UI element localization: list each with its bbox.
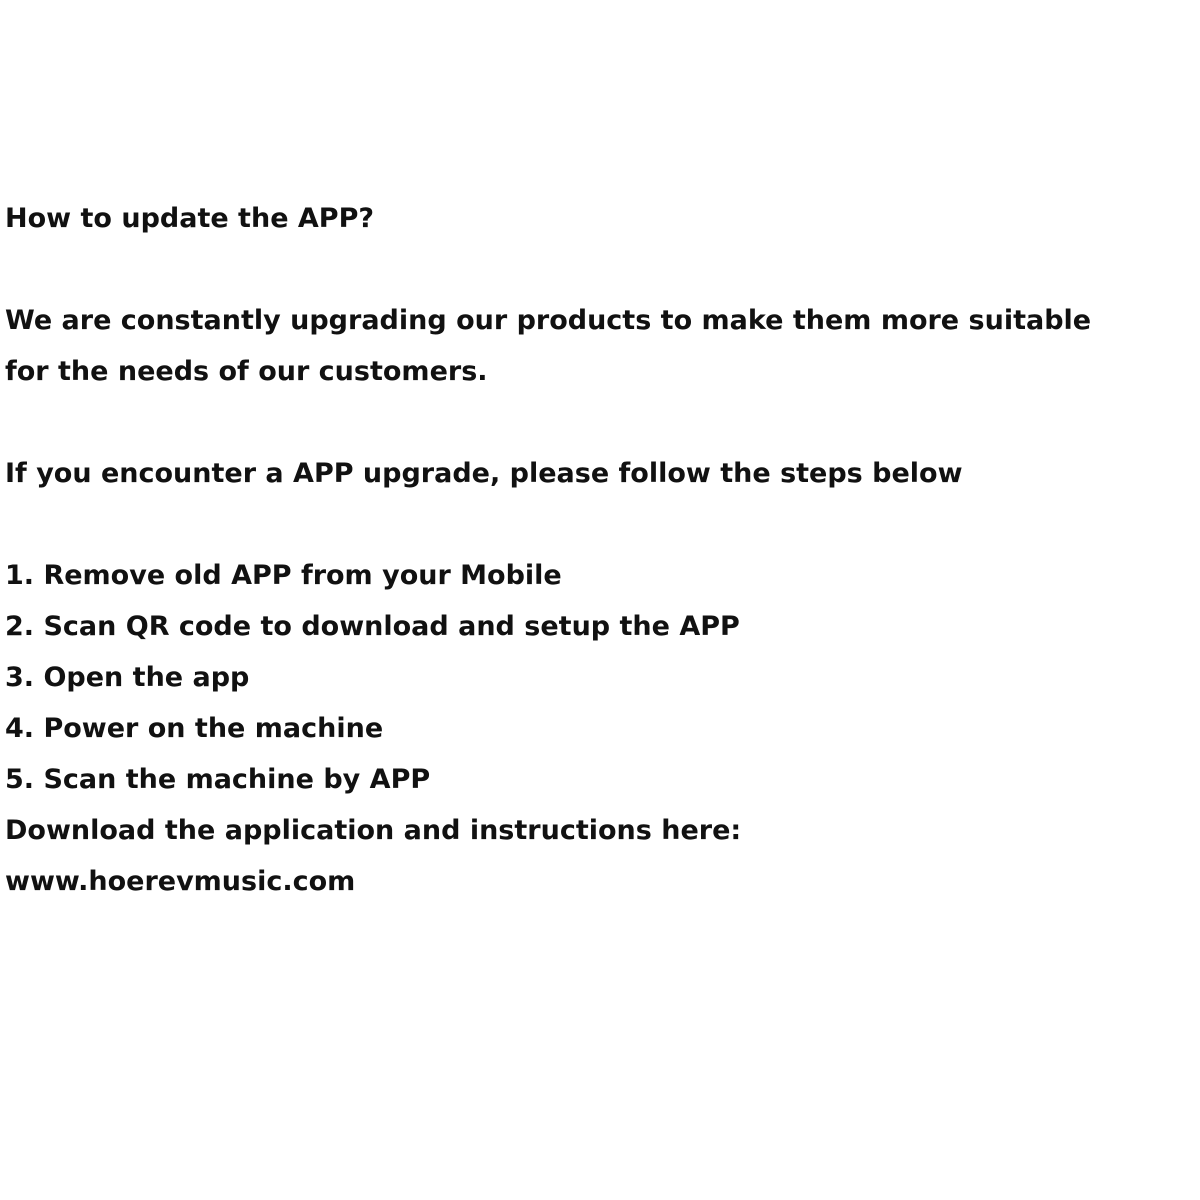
intro-line-2: for the needs of our customers.	[5, 356, 488, 387]
step-4: 4. Power on the machine	[5, 713, 384, 744]
instructions-document	[5, 193, 1185, 907]
spacer	[5, 244, 1185, 295]
website-url: www.hoerevmusic.com	[5, 866, 356, 897]
page-title: How to update the APP?	[5, 203, 375, 234]
step-1: 1. Remove old APP from your Mobile	[5, 560, 562, 591]
upgrade-notice: If you encounter a APP upgrade, please follow the steps below	[5, 458, 963, 489]
intro-line-1: We are constantly upgrading our products to make them more suitable	[5, 305, 1092, 336]
spacer	[5, 499, 1185, 550]
step-3: 3. Open the app	[5, 662, 250, 693]
spacer	[5, 397, 1185, 448]
step-5: 5. Scan the machine by APP	[5, 764, 431, 795]
step-2: 2. Scan QR code to download and setup the APP	[5, 611, 740, 642]
download-label: Download the application and instructions here:	[5, 815, 742, 846]
steps-list	[5, 550, 1185, 805]
